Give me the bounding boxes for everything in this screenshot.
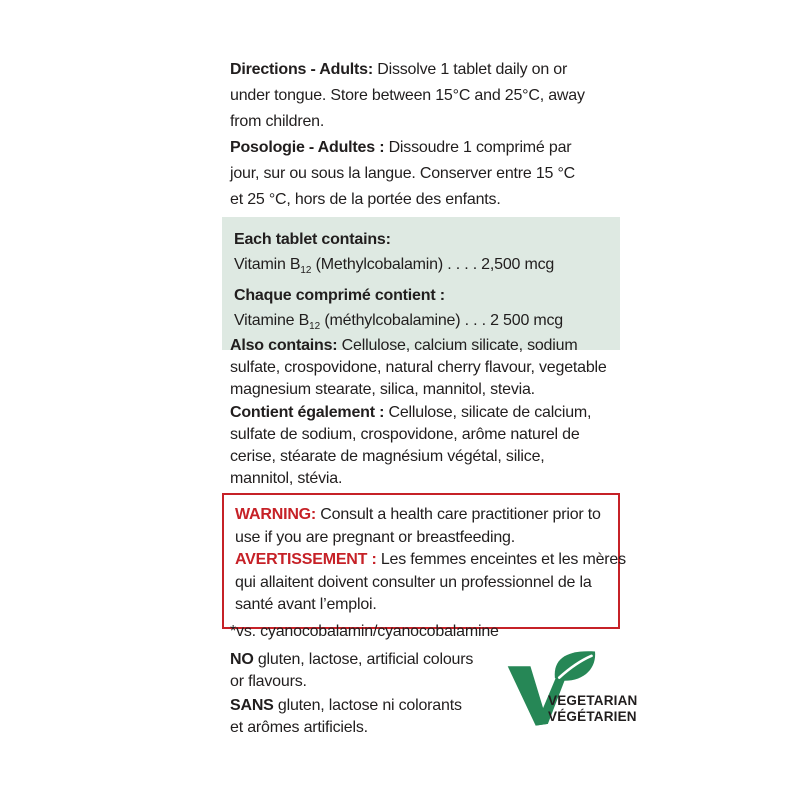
text-segment: Vitamine B [234,312,310,330]
section-contient-egalement-fr [222,402,620,490]
text-line [234,283,608,308]
text-segment: Directions - Adults: [230,61,373,78]
text-segment: Les femmes enceintes et les mères [376,551,626,568]
text-segment: et 25 °C, hors de la portée des enfants. [230,191,501,208]
text-segment: Also contains: [230,337,338,354]
text-line [230,446,620,468]
text-segment: gluten, lactose ni colorants [273,697,462,714]
text-line [230,135,620,161]
text-line [230,357,620,379]
text-line [230,335,620,357]
text-segment: Contient également : [230,404,385,421]
text-segment: WARNING: [235,506,317,523]
section-vs-note [222,621,620,643]
text-segment: Consult a health care practitioner prior to [316,506,601,523]
text-segment: or flavours. [230,673,307,690]
text-line [235,549,626,572]
vegetarian-text-en: VEGETARIAN [548,693,638,708]
text-segment: use if you are pregnant or breastfeeding. [235,528,515,546]
text-line [230,424,620,446]
section-posologie-fr [222,135,620,213]
text-segment: sulfate de sodium, crospovidone, arôme naturel de [230,426,580,443]
text-line [230,187,620,213]
text-line [230,83,620,109]
text-segment: (Methylcobalamin) . . . . 2,500 mcg [311,256,555,273]
section-directions-en [222,57,620,135]
text-segment: santé avant l’emploi. [235,596,377,613]
text-segment: Each tablet contains: [234,231,391,248]
text-line [234,252,608,283]
section-also-contains-en [222,335,620,401]
text-line [235,527,607,550]
vegetarian-logo [506,646,651,751]
text-segment: 12 [300,265,312,277]
text-segment: SANS [230,697,274,714]
section-dose-box [222,217,620,350]
text-segment: under tongue. Store between 15°C and 25°C, away [230,87,585,104]
text-line [234,227,608,252]
text-segment: jour, sur ou sous la langue. Conserver entre 15 °C [230,165,576,182]
text-line [230,621,620,643]
text-segment: Chaque comprimé contient : [234,287,445,305]
text-segment: cerise, stéarate de magnésium végétal, silice, [230,448,545,465]
text-segment: mannitol, stévia. [230,470,343,487]
text-segment: Posologie - Adultes : [230,139,385,156]
text-segment: from children. [230,113,325,130]
text-line [230,379,620,401]
text-line [230,109,620,135]
text-segment: *vs. cyanocobalamin/cyanocobalamine [230,623,499,640]
text-segment: NO [230,651,254,668]
text-segment: (méthylcobalamine) . . . 2 500 mcg [320,312,564,330]
text-line [230,402,620,424]
text-segment: gluten, lactose, artificial colours [253,651,474,668]
section-warning-box [222,493,626,629]
text-line [235,594,607,617]
text-line [230,468,620,490]
vegetarian-text-fr: VÉGÉTARIEN [548,709,637,724]
text-line [235,572,607,595]
text-segment: Dissoudre 1 comprimé par [384,139,572,156]
text-segment: sulfate, crospovidone, natural cherry flavour, vegetable [230,359,607,376]
text-segment: AVERTISSEMENT : [235,551,377,568]
text-segment: Dissolve 1 tablet daily on or [372,61,568,78]
text-segment: et arômes artificiels. [230,719,368,736]
text-segment: 12 [309,321,321,333]
text-segment: magnesium stearate, silica, mannitol, stevia. [230,381,535,398]
text-line [235,504,607,527]
text-line [230,57,620,83]
text-segment: qui allaitent doivent consulter un professionnel de la [235,573,592,591]
text-segment: Cellulose, calcium silicate, sodium [337,337,578,354]
text-segment: Cellulose, silicate de calcium, [384,404,592,421]
text-segment: Vitamin B [234,256,301,273]
text-line [230,161,620,187]
